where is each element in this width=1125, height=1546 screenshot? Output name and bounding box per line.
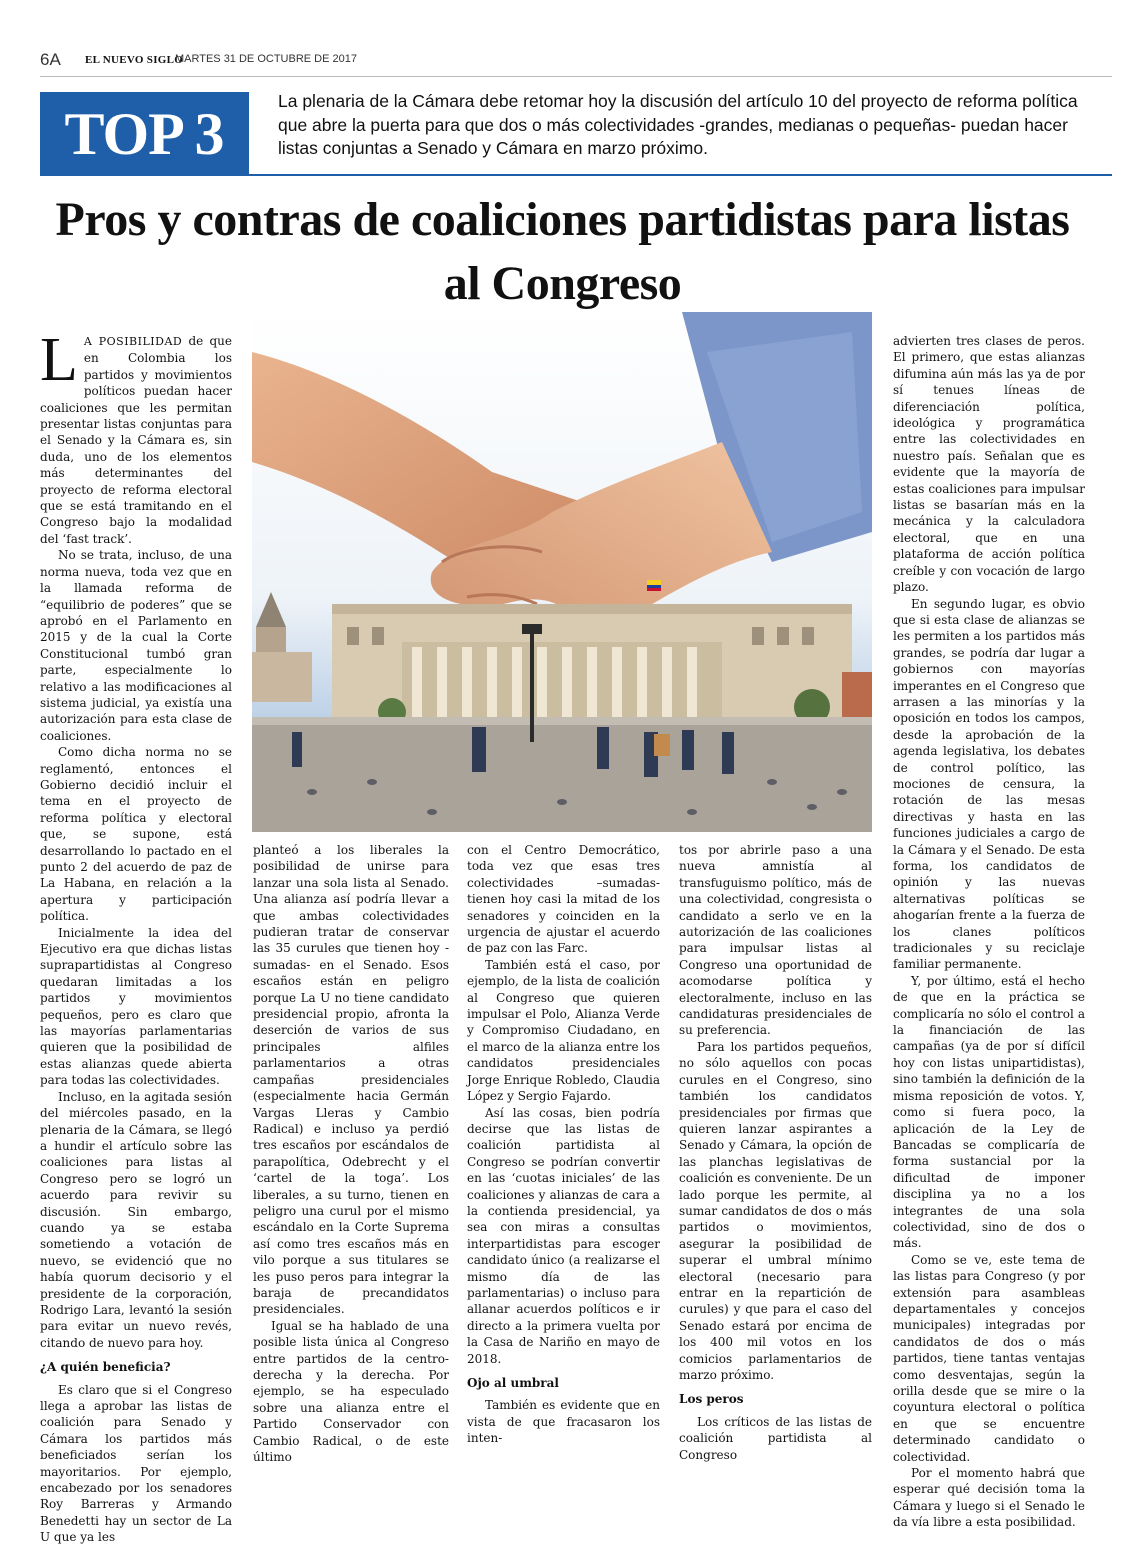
- subhead-peros: Los peros: [679, 1392, 744, 1407]
- dateline: MARTES 31 DE OCTUBRE DE 2017: [175, 53, 357, 65]
- page-header: [40, 50, 1112, 77]
- page-title: Pros y contras de coaliciones partidistas para listas al Congreso: [55, 193, 1070, 310]
- section-label-box: TOP 3: [40, 92, 248, 176]
- paragraph-4: Inicialmente la idea del Ejecutivo era que dichas listas suprapartidistas al Congreso quedaran limitadas a los partidos y movimientos pequeños, pero es claro que las mayorías parlamentarias quieren que la posibilidad de estas alianzas quede abierta para todas las colectividades.: [40, 925, 232, 1088]
- article-column-2: [253, 842, 449, 1465]
- paragraph-19: Como se ve, este tema de las listas para Congreso (y por extensión para asambleas departamentales y concejos municipales) integradas por candidatos de dos o más partidos, tiene tantas ventajas como desventajas, según la orilla desde que se mire o la coyuntura electoral o política en que se encuentre determinado candidato o colectividad.: [893, 1252, 1085, 1464]
- paragraph-6: Es claro que si el Congreso llega a aprobar las listas de coalición para Senado y Cámara los partidos más beneficiados serían los mayoritarios. Por ejemplo, encabezado por los senadores Roy Barreras y Armando Benedetti hay un sector de La U que ya les: [40, 1382, 232, 1545]
- handshake-congress-photo: [252, 312, 872, 832]
- subhead-beneficia: ¿A quién beneficia?: [40, 1360, 171, 1375]
- lead-paragraph: La plenaria de la Cámara debe retomar hoy la discusión del artículo 10 del proyecto de reforma política que abre la puerta para que dos o más colectividades -grandes, medianas o pequeñas- puedan hacer listas conjuntas a Senado y Cámara en marzo próximo.: [278, 91, 1078, 158]
- article-column-5: [893, 333, 1085, 1531]
- paragraph-8: Igual se ha hablado de una posible lista única al Congreso entre partidos de la centro-derecha y la derecha. Por ejemplo, se ha especulado sobre una alianza entre el Partido Conservador con Cambio Radical, o de este último: [253, 1318, 449, 1465]
- photo-illustration: [252, 312, 872, 832]
- paragraph-1-text: de que en Colombia los partidos y movimientos políticos puedan hacer coaliciones que les permitan presentar listas conjuntas para el Senado y la Cámara es, sin duda, uno de los elementos más determinantes del proyecto de reforma electoral que se está tramitando en el Congreso bajo la modalidad del ‘fast track’.: [40, 334, 232, 546]
- article-column-4: [679, 842, 872, 1463]
- page-number: 6A: [40, 50, 61, 69]
- paragraph-7: planteó a los liberales la posibilidad de unirse para lanzar una sola lista al Senado. Una alianza así podría llevar a que ambas colectividades pudieran tratar de conservar las 35 curules que tienen hoy -sumadas- en el Senado. Esos escaños están en peligro porque La U no tiene candidato presidencial propio, afronta la deserción de varios de sus principales alfiles parlamentarios a otras campañas presidenciales (especialmente hacia Germán Vargas Lleras y Cambio Radical) e incluso ya perdió tres escaños por escándalos de parapolítica, Odebrecht y el ‘cartel de la toga’. Los liberales, a su turno, tienen en peligro una curul por el mismo escándalo en la Corte Suprema así como tres escaños más en vilo porque a sus titulares se les puso peros para integrar la baraja de precandidatos presidenciales.: [253, 843, 449, 1317]
- paragraph-20: Por el momento habrá que esperar qué decisión toma la Cámara y luego si el Senado le da vía libre a esta posibilidad.: [893, 1466, 1085, 1530]
- paragraph-1: [40, 326, 232, 547]
- drop-cap: L: [40, 326, 78, 394]
- masthead: EL NUEVO SIGLO: [85, 54, 184, 66]
- paragraph-18: Y, por último, está el hecho de que en la práctica se complicaría no sólo el control a la financiación de las campañas (ya de por sí difícil hoy con listas unipartidistas), sino también la definición de la misma reposición de votos. Y, como si fuera poco, la aplicación de la Ley de Bancadas se complicaría de forma sustancial por la dificultad de imponer disciplina ya no a los integrantes de una sola colectividad, sino de dos o más.: [893, 973, 1085, 1251]
- paragraph-12: También es evidente que en vista de que fracasaron los inten-: [467, 1398, 660, 1446]
- lead-rule: [248, 174, 1112, 176]
- paragraph-11: Así las cosas, bien podría decirse que las listas de coalición partidista al Congreso se podrían convertir en las ‘cuotas iniciales’ de las coaliciones y alianzas de cara a la contienda presidencial, ya sea con miras a consultas interpartidistas para escoger candidato único (a realizarse el mismo día de las parlamentarias) o incluso para allanar acuerdos políticos e ir directo a la primera vuelta por la Casa de Nariño en mayo de 2018.: [467, 1105, 660, 1366]
- paragraph-5: Incluso, en la agitada sesión del miércoles pasado, en la plenaria de la Cámara, se llegó a hundir el artículo sobre las coaliciones para listas al Congreso pero se logró un acuerdo para revivir su discusión. Sin embargo, cuando ya se estaba sometiendo a votación de nuevo, se evidenció que no había quorum decisorio y el presidente de la corporación, Rodrigo Lara, levantó la sesión para evitar un nuevo revés, citando de nuevo para hoy.: [40, 1089, 232, 1350]
- paragraph-2: No se trata, incluso, de una norma nueva, toda vez que en la llamada reforma de “equilibrio de poderes” que se aprobó en el Parlamento en 2015 y de la cual la Corte Constitucional tumbó gran parte, especialmente lo relativo a las modificaciones al sistema judicial, ya existía una autorización para esta clase de coaliciones.: [40, 548, 232, 743]
- paragraph-16: advierten tres clases de peros. El primero, que estas alianzas difumina aún más las ya de por sí tenues líneas de diferenciación política, ideológica y programática entre las colectividades en nuestro país. Señalan que es evidente que la mayoría de estas coaliciones para impulsar listas se basarían más en la mecánica y la calculadora electoral, que en una plataforma de acción política creíble y con vocación de largo plazo.: [893, 334, 1085, 595]
- lead-in-caps: A POSIBILIDAD: [83, 335, 183, 348]
- paragraph-13: tos por abrirle paso a una nueva amnistía al transfuguismo político, más de una colectividad, congresista o candidato a serlo ve en la autorización de las coaliciones para impulsar listas al Congreso una oportunidad de acomodarse política y electoralmente, incluso en las candidaturas presidenciales de su preferencia.: [679, 843, 872, 1038]
- paragraph-17: En segundo lugar, es obvio que si esta clase de alianzas se les permiten a los partidos más grandes, se podría dar lugar a gobiernos con mayorías imperantes en el Congreso que arrasen a las minorías y la oposición en todos los campos, desde la aprobación de la agenda legislativa, los debates de control político, las mociones de censura, la rotación de las mesas directivas y hasta en las funciones judiciales a cargo de la Cámara y el Senado. De esta forma, los candidatos de opinión y las nuevas alternativas políticas se ahogarían frente a la fuerza de los clanes políticos tradicionales y su reciclaje familiar permanente.: [893, 596, 1085, 972]
- paragraph-3: Como dicha norma no se reglamentó, entonces el Gobierno decidió incluir el tema en el proyecto de reforma política y electoral que, se supone, está desarrollando lo pactado en el punto 2 del acuerdo de paz de La Habana, en relación a la apertura y participación política.: [40, 745, 232, 924]
- article-column-3: [467, 842, 660, 1447]
- paragraph-10: También está el caso, por ejemplo, de la lista de coalición al Congreso que quieren impulsar el Polo, Alianza Verde y Compromiso Ciudadano, en el marco de la alianza entre los candidatos presidenciales Jorge Enrique Robledo, Claudia López y Sergio Fajardo.: [467, 957, 660, 1104]
- subhead-umbral: Ojo al umbral: [467, 1376, 559, 1390]
- paragraph-9: con el Centro Democrático, toda vez que esas tres colectividades –sumadas- tienen hoy casi la mitad de los senadores y coinciden en la urgencia de ajustar el acuerdo de paz con las Farc.: [467, 843, 660, 956]
- lead-divider: [248, 92, 249, 176]
- article-column-1: [40, 326, 232, 1546]
- paragraph-14: Para los partidos pequeños, no sólo aquellos con pocas curules en el Congreso, sino también los candidatos presidenciales por firmas que quieren lanzar aspirantes a Senado y Cámara, la opción de las planchas legislativas de coalición es conveniente. De un lado porque les permite, al sumar candidatos de dos o más partidos o movimientos, asegurar la posibilidad de superar el umbral mínimo electoral (necesario para entrar en la repartición de curules) y que para el caso del Senado estará por encima de los 400 mil votos en los comicios parlamentarios de marzo próximo.: [679, 1039, 872, 1382]
- paragraph-15: Los críticos de las listas de coalición partidista al Congreso: [679, 1414, 872, 1462]
